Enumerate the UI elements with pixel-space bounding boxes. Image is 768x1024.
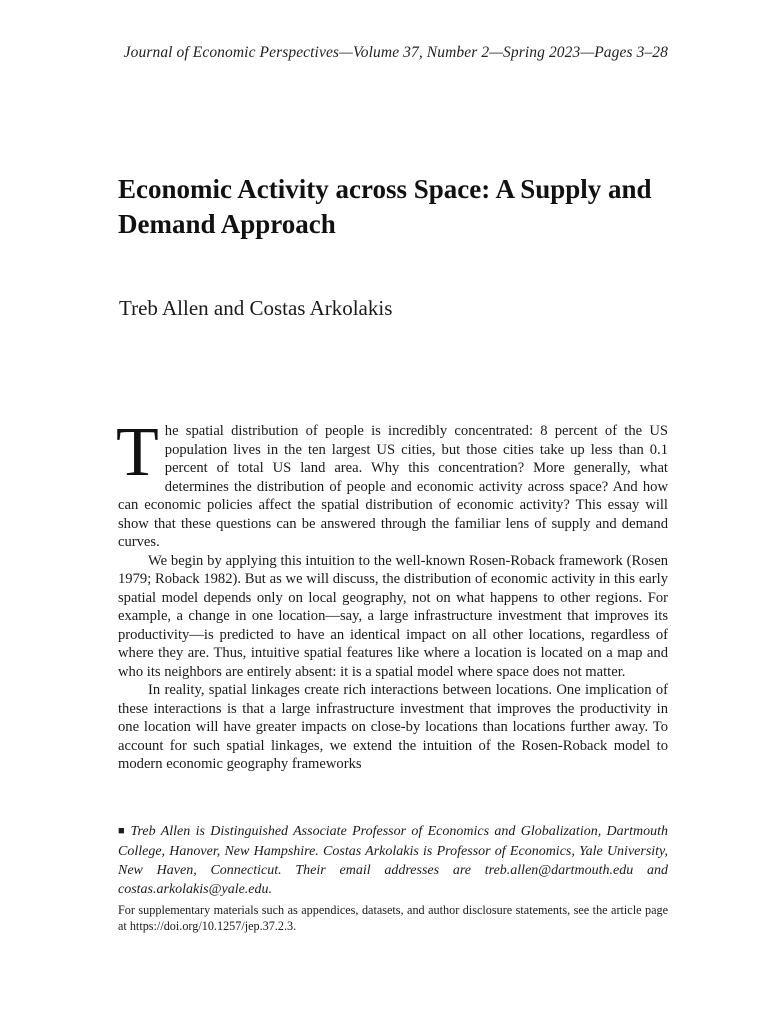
author-footnote	[118, 822, 668, 899]
drop-cap: T	[116, 414, 159, 491]
article-title: Economic Activity across Space: A Supply and Demand Approach	[118, 174, 652, 239]
footnote-text: Treb Allen is Distinguished Associate Professor of Economics and Globalization, Dartmouth College, Hanover, New Hampshire. Costas Arkolakis is Professor of Economics, Yale University, New Haven, Connecticut. Their email addresses are treb.allen@dartmouth.edu and costas.arkolakis@yale.edu.	[118, 824, 668, 897]
paragraph-2: We begin by applying this intuition to the well-known Rosen-Roback framework (Rosen 1979; Roback 1982). But as we will discuss, the distribution of economic activity in this early spatial model depends only on local geography, not on what happens to other regions. For example, a change in one location—say, a large infrastructure investment that improves its productivity—is predicted to have an identical impact on all other locations, regardless of where they are. Thus, intuitive spatial features like where a location is located on a map and who its neighbors are entirely absent: it is a spatial model where space does not matter.	[118, 552, 668, 680]
paragraph-1-text: he spatial distribution of people is incredibly concentrated: 8 percent of the US population lives in the ten largest US cities, but those cities take up less than 0.1 percent of total US land area. Why this concentration? More generally, what determines the distribution of people and economic activity across space? And how can economic policies affect the spatial distribution of economic activity? This essay will show that these questions can be answered through the familiar lens of supply and demand curves.	[118, 423, 668, 550]
article-authors: Treb Allen and Costas Arkolakis	[119, 296, 393, 320]
paragraph-3: In reality, spatial linkages create rich interactions between locations. One implication of these interactions is that a large infrastructure investment that improves the productivity in one location will have greater impacts on close-by locations than locations further away. To account for such spatial linkages, we extend the intuition of the Rosen-Roback model to modern economic geography frameworks	[118, 682, 668, 772]
running-head: Journal of Economic Perspectives—Volume 37, Number 2—Spring 2023—Pages 3–28	[123, 44, 668, 61]
footnote-bullet: ■	[118, 825, 127, 837]
paragraph-1	[116, 414, 668, 552]
article-body	[116, 414, 668, 774]
supplementary-note: For supplementary materials such as appendices, datasets, and author disclosure statements, see the article page at https://doi.org/10.1257/jep.37.2.3.	[118, 903, 668, 933]
